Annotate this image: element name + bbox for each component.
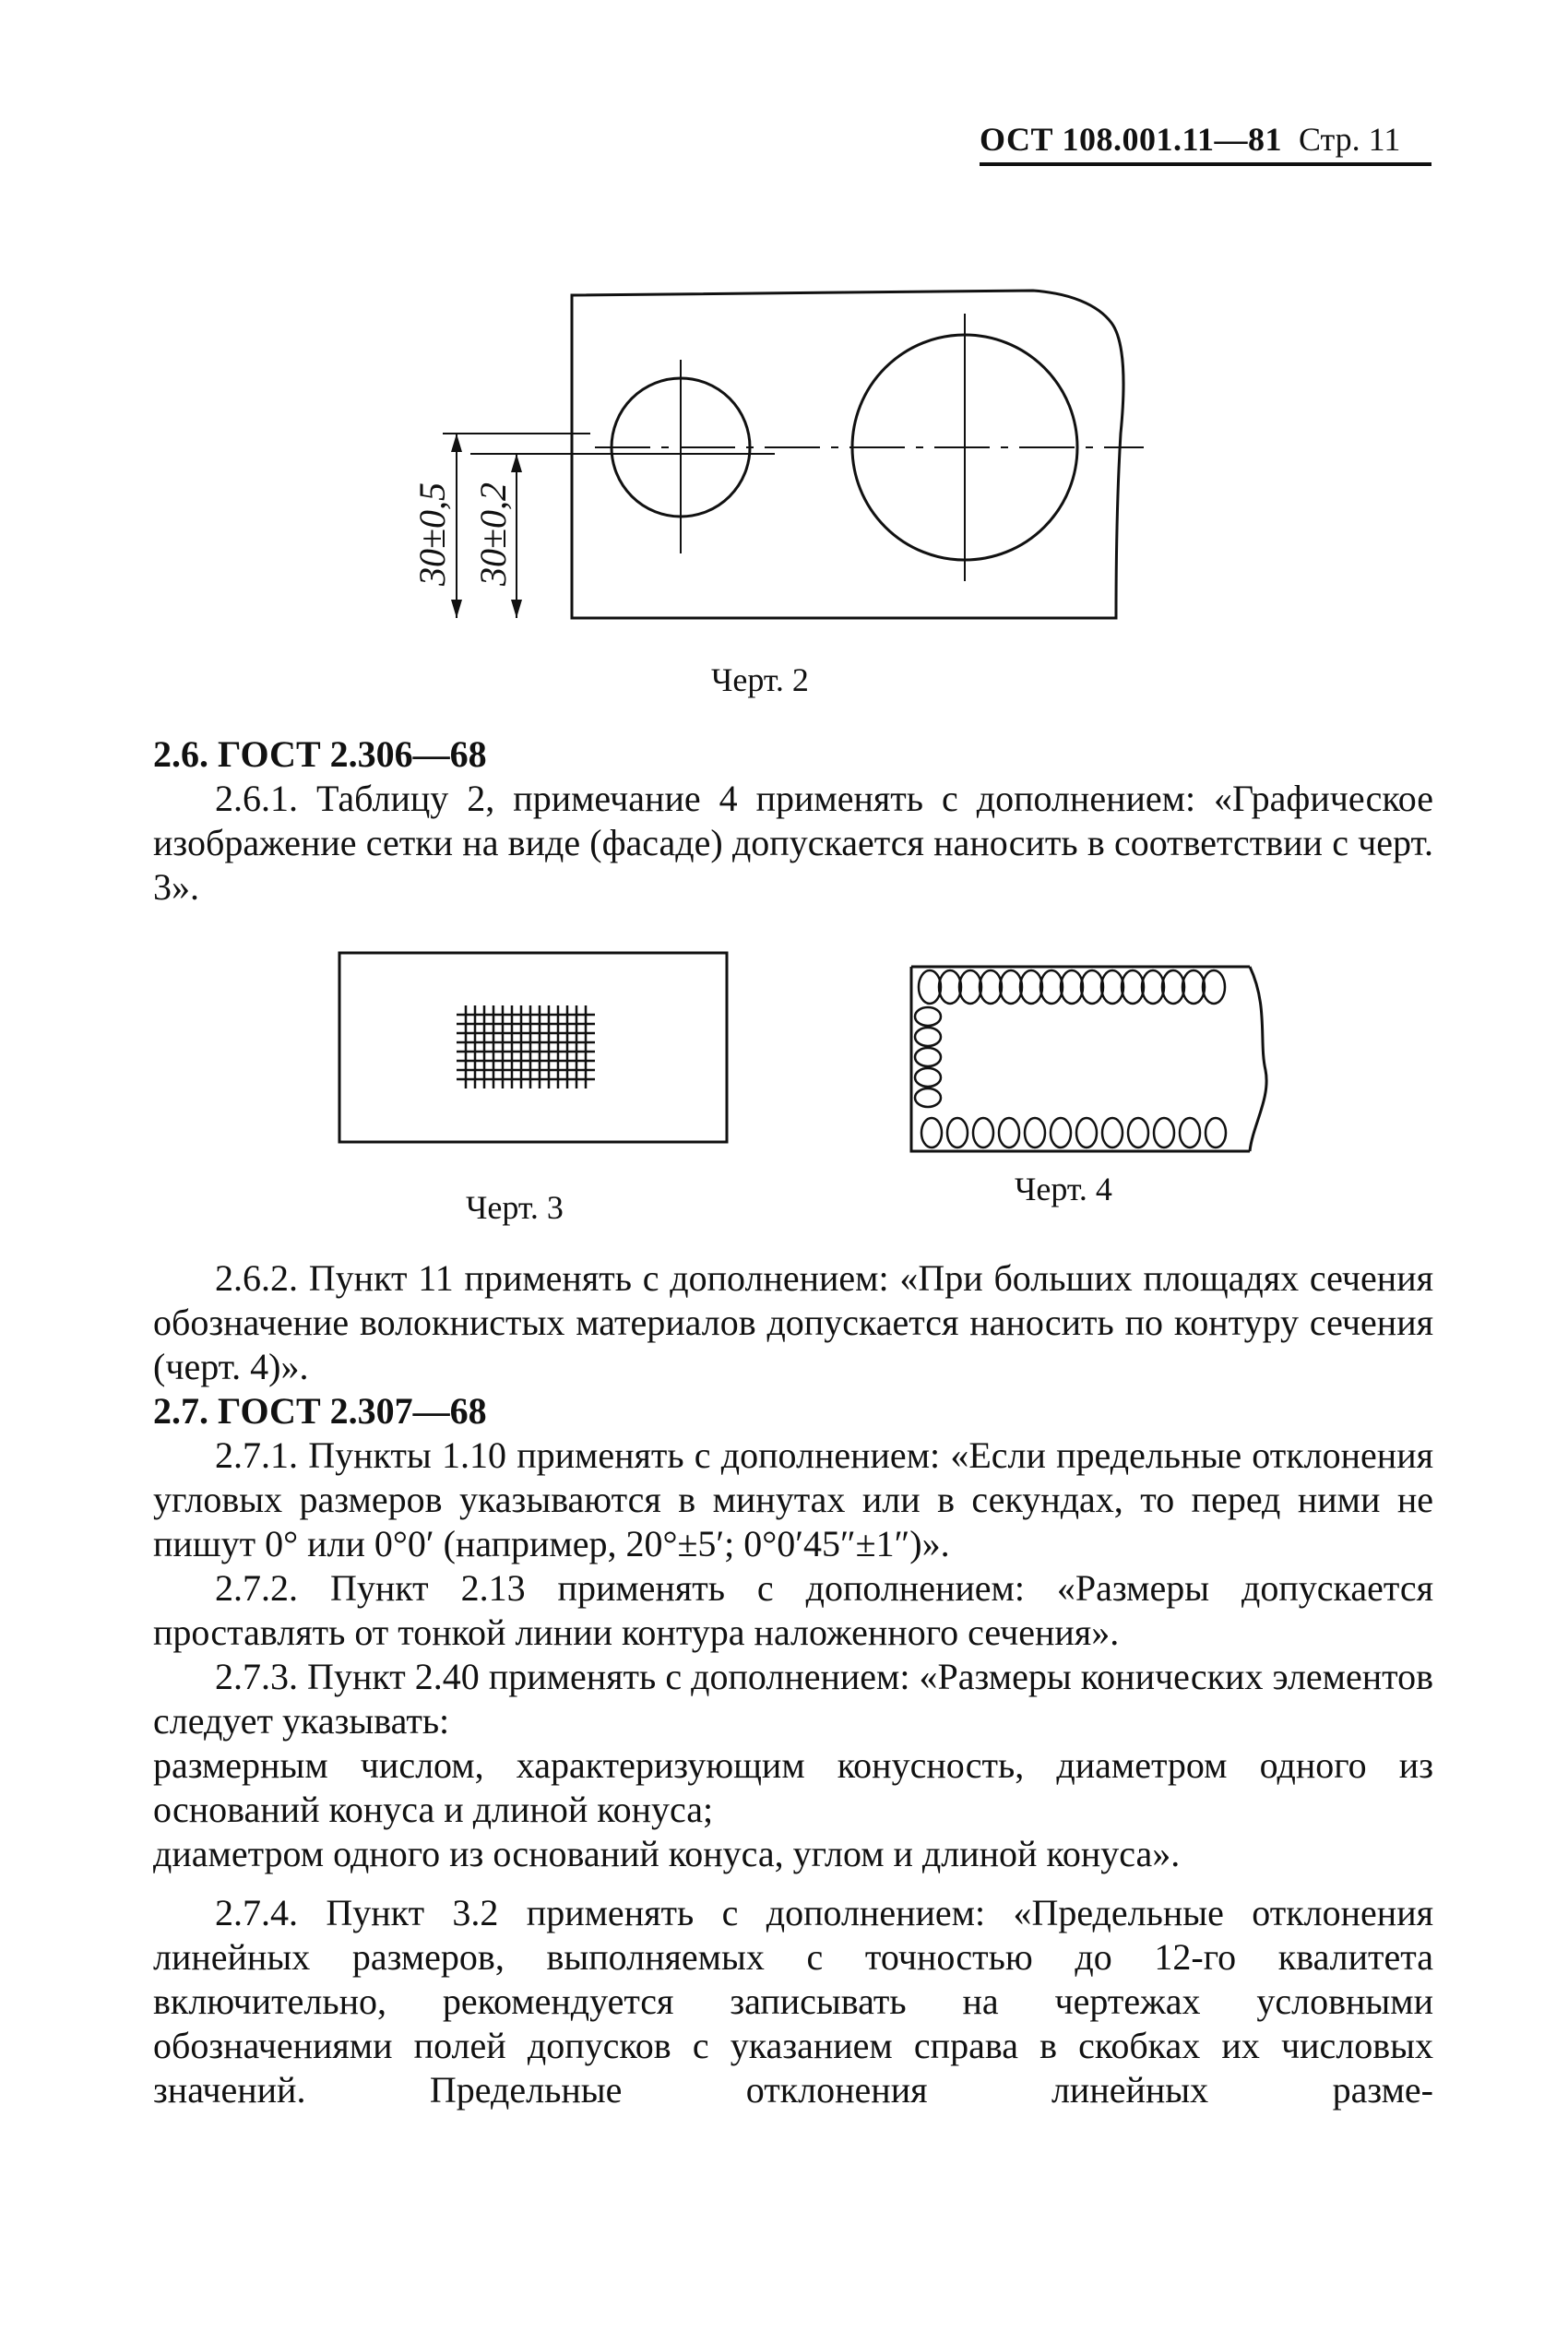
paragraph: размерным числом, характеризующим конусность, диаметром одного из оснований конуса и длиной конуса; [153, 1744, 1433, 1830]
paragraph: 2.6.1. Таблицу 2, примечание 4 применять с дополнением: «Графическое изображение сетки на виде (фасаде) допускается наносить в соответствии с черт. 3». [153, 778, 1433, 908]
page-label: Стр. 11 [1298, 121, 1401, 158]
section-heading: 2.6. ГОСТ 2.306—68 [153, 733, 487, 775]
page-header [980, 120, 1431, 166]
dimension-label-outer: 30±0,5 [411, 482, 453, 586]
paragraph: 2.7.2. Пункт 2.13 применять с дополнением: «Размеры допускается проставлять от тонкой линии контура наложенного сечения». [153, 1567, 1433, 1653]
figure-3-drawing [337, 950, 733, 1148]
fiber-loops-left [915, 1007, 941, 1107]
paragraph: 2.7.1. Пункты 1.10 применять с дополнением: «Если предельные отклонения угловых размеров указываются в минутах или в секундах, то перед ними не пишут 0° или 0°0′ (например, 20°±5′; 0°0′45″±1″)». [153, 1434, 1433, 1564]
section-heading: 2.7. ГОСТ 2.307—68 [153, 1390, 487, 1432]
figure-2-drawing [387, 268, 1162, 636]
section-2-6 [153, 732, 1433, 910]
arrow [511, 600, 522, 618]
arrow [451, 434, 462, 452]
paragraph: 2.6.2. Пункт 11 применять с дополнением: «При больших площадях сечения обозначение волокнистых материалов допускается наносить по контуру сечения (черт. 4)». [153, 1257, 1433, 1387]
paragraph: диаметром одного из оснований конуса, углом и длиной конуса». [153, 1833, 1181, 1874]
mesh-grid [457, 1005, 595, 1088]
arrow [511, 454, 522, 472]
arrow [451, 600, 462, 618]
fiber-loops-top [919, 970, 1225, 1004]
paragraph: 2.7.3. Пункт 2.40 применять с дополнением: «Размеры конических элементов следует указывать: [153, 1656, 1433, 1742]
figure-4-caption: Черт. 4 [1015, 1171, 1112, 1207]
paragraph: 2.7.4. Пункт 3.2 применять с дополнением: «Предельные отклонения линейных размеров, выполняемых с точностью до 12-го квалитета включительно, рекомендуется записывать на чертежах условными обозначениями полей допусков с указанием справа в скобках их числовых значений. Предельные отклонения линейных разме- [153, 1892, 1433, 2111]
text-body-lower [153, 1256, 1433, 2112]
doc-number: ОСТ 108.001.11—81 [980, 121, 1282, 158]
fig3-frame [339, 953, 727, 1142]
figure-2-caption: Черт. 2 [711, 661, 809, 698]
figure-4-drawing [904, 959, 1273, 1158]
dimension-label-inner: 30±0,2 [472, 482, 514, 586]
figure-3-caption: Черт. 3 [466, 1189, 564, 1226]
fiber-loops-bottom [921, 1118, 1226, 1148]
